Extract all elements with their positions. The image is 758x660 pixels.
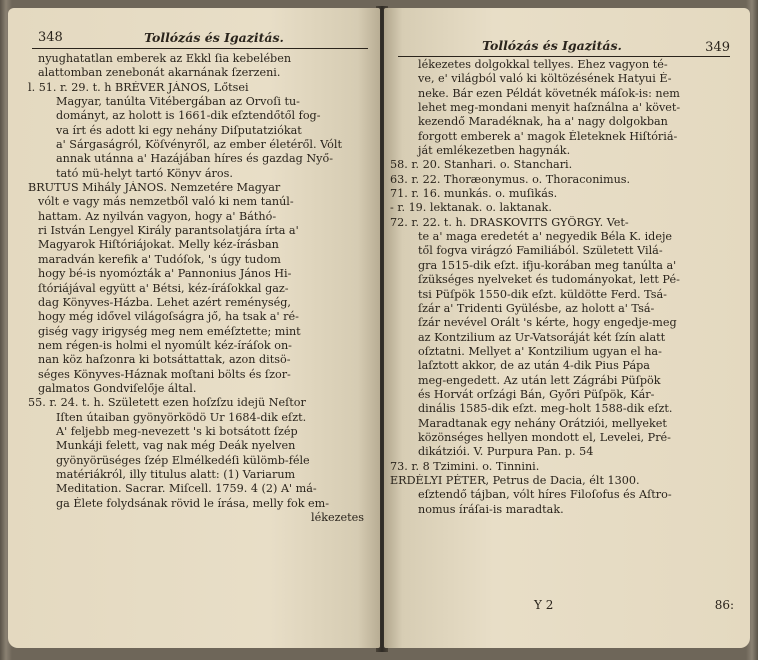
left-header-rule	[32, 48, 368, 49]
text-line: hogy még idővel világoſságra jő, ha tsak a' ré-	[38, 310, 299, 324]
text-line: hogy bé-is nyomózták a' Pannonius János Hi-	[38, 267, 292, 281]
text-line: va írt és adott ki egy nehány Diſputatziókat	[56, 123, 302, 137]
text-line: BRUTUS Mihály JÁNOS. Nemzetére Magyar	[28, 181, 281, 195]
text-line: dományt, az holott is 1661-dik eſztendőtől fog-	[56, 109, 321, 123]
text-line: a' Sárgaságról, Köſvényről, az ember életéről. Vólt	[56, 138, 342, 152]
text-line: - r. 19. lektanak. o. laktanak.	[390, 201, 552, 215]
right-header-rule	[398, 56, 730, 57]
left-page	[8, 8, 380, 648]
text-line: tsi Püſpök 1550-dik eſzt. küldötte Ferd. Tsá-	[418, 287, 667, 301]
text-line: lehet meg-mondani menyit haſználna a' követ-	[418, 101, 681, 115]
text-line: gyönyörüséges ſzép Elmélkedéſi külömb-féle	[56, 453, 310, 467]
text-line: ERDÉLYI PÉTER, Petrus de Dacia, élt 1300.	[390, 473, 640, 487]
text-line: 72. r. 22. t. h. DRASKOVITS GYÖRGY. Vet-	[390, 215, 629, 229]
text-line: giség vagy irigység meg nem eméſztette; mint	[38, 324, 301, 338]
text-line: nan köz haſzonra ki botsáttattak, azon ditsö-	[38, 353, 291, 367]
signature-line	[384, 598, 750, 614]
right-page-number: 349	[705, 40, 730, 55]
text-line: nomus íráſai-is maradtak.	[418, 502, 564, 516]
text-line: dinális 1585-dik eſzt. meg-holt 1588-dik eſzt.	[418, 402, 673, 416]
text-line: 58. r. 20. Stanhari. o. Stanchari.	[390, 158, 573, 172]
text-line: től fogva virágzó Familiából. Született Vilá-	[418, 244, 663, 258]
text-line: laſztott akkor, de az után 4-dik Pius Pápa	[418, 359, 650, 373]
text-line: alattomban zenebonát akarnának ſzerzeni.	[38, 66, 281, 80]
text-line: galmatos Gondviſelője által.	[38, 381, 197, 395]
text-line: oſztatni. Mellyet a' Kontzilium ugyan el ha-	[418, 344, 662, 358]
text-line: az Kontzilium az Ur-Vatsoráját két ſzín alatt	[418, 330, 666, 344]
text-line: Munkáji felett, vag nak még Deák nyelven	[56, 439, 296, 453]
text-line: 71. r. 16. munkás. o. muſikás.	[390, 187, 558, 201]
left-page-text	[28, 52, 368, 525]
text-line: ſzár a' Tridenti Gyülésbe, az holott a' Tsá-	[418, 301, 655, 315]
right-running-title: Tollózás és Igazitás.	[482, 38, 622, 53]
text-line: dag Könyves-Házba. Lehet azért reménység,	[38, 295, 291, 309]
text-line: Iſten útaiban gyönyörködö Ur 1684-dik eſzt.	[56, 410, 307, 424]
text-line: ve, e' világból való ki költözésének Hatyui É-	[418, 72, 672, 86]
text-line: 63. r. 22. Thoræonymus. o. Thoraconimus.	[390, 172, 631, 186]
text-line: Magyarok Hiſtóriájokat. Melly kéz-írásban	[38, 238, 279, 252]
text-line: nem régen-is holmi el nyomúlt kéz-íráſok on-	[38, 338, 292, 352]
text-line: l. 51. r. 29. t. h BRÉVER JÁNOS, Lőtsei	[28, 80, 249, 94]
text-line: neke. Bár ezen Példát követnék máſok-is: nem	[418, 86, 680, 100]
text-line: 73. r. 8 Tzimini. o. Tinnini.	[390, 459, 540, 473]
text-line: Maradtanak egy nehány Orátziói, mellyeket	[418, 416, 667, 430]
text-line: ri István Lengyel Király parantsolatjára írta a'	[38, 224, 299, 238]
text-line: Magyar, tanúlta Vitébergában az Orvoſi tu-	[56, 95, 300, 109]
text-line: ſzár nevével Orált 's kérte, hogy engedje-meg	[418, 316, 677, 330]
text-line: annak utánna a' Hazájában híres és gazdag Nyő-	[56, 152, 333, 166]
text-line: tató mü-helyt tartó Könyv áros.	[56, 166, 233, 180]
text-line: ſzükséges nyelveket és tudományokat, lett Pé-	[418, 273, 680, 287]
text-line: lékezetes dolgokkal tellyes. Ehez vagyon té-	[418, 58, 668, 71]
text-line: forgott emberek a' magok Életeknek Hiſtóriá-	[418, 129, 678, 143]
right-page-header	[384, 38, 750, 58]
left-page-header	[8, 30, 380, 50]
signature-mark: Y 2	[534, 598, 554, 612]
leaf-number: 86:	[714, 598, 734, 612]
text-line: ga Élete folydsának rövid le írása, melly fok em-	[56, 496, 330, 510]
text-line: kezendő Maradéknak, ha a' nagy dolgokban	[418, 115, 668, 129]
text-line: ját emlékezetben hagynák.	[418, 144, 571, 158]
text-line: közönséges hellyen mondott el, Levelei, Pré-	[418, 430, 671, 444]
text-line: és Horvát orſzági Bán, Győri Püſpök, Kár-	[418, 387, 655, 401]
text-line: A' feljebb meg-nevezett 's ki botsátott ſzép	[56, 424, 298, 438]
text-line: nyughatatlan emberek az Ekkl ſia kebelében	[38, 52, 292, 65]
text-line: séges Könyves-Háznak moſtani bölts és ſzor-	[38, 367, 291, 381]
left-running-title: Tollózás és Igazitás.	[144, 30, 284, 45]
left-page-number: 348	[38, 30, 63, 45]
right-page	[384, 8, 750, 648]
text-line: Meditation. Sacrar. Miſcell. 1759. 4 (2) A' má-	[56, 482, 317, 496]
text-line: dikátziói. V. Purpura Pan. p. 54	[418, 445, 594, 459]
right-page-text	[390, 58, 740, 517]
text-line: 55. r. 24. t. h. Született ezen hoſzſzu idejü Neſtor	[28, 396, 306, 410]
text-line: meg-engedett. Az után lett Zágrábi Püſpök	[418, 373, 661, 387]
text-line: gra 1515-dik eſzt. ifju-korában meg tanúlta a'	[418, 258, 677, 272]
text-line: hattam. Az nyilván vagyon, hogy a' Báthó-	[38, 209, 277, 223]
text-line: maradván kerefik a' Tudóſok, 's úgy tudom	[38, 252, 281, 266]
text-line: ſtóriájával együtt a' Bétsi, kéz-íráſokkal gaz-	[38, 281, 289, 295]
text-line: matériákról, illy titulus alatt: (1) Variarum	[56, 467, 296, 481]
text-line: te a' maga eredetét a' negyedik Béla K. ideje	[418, 230, 673, 244]
text-line: eſztendő tájban, vólt híres Filoſofus és Aſtro-	[418, 488, 672, 502]
text-line: lékezetes	[311, 511, 364, 524]
text-line: vólt e vagy más nemzetből való ki nem tanúl-	[38, 195, 294, 209]
